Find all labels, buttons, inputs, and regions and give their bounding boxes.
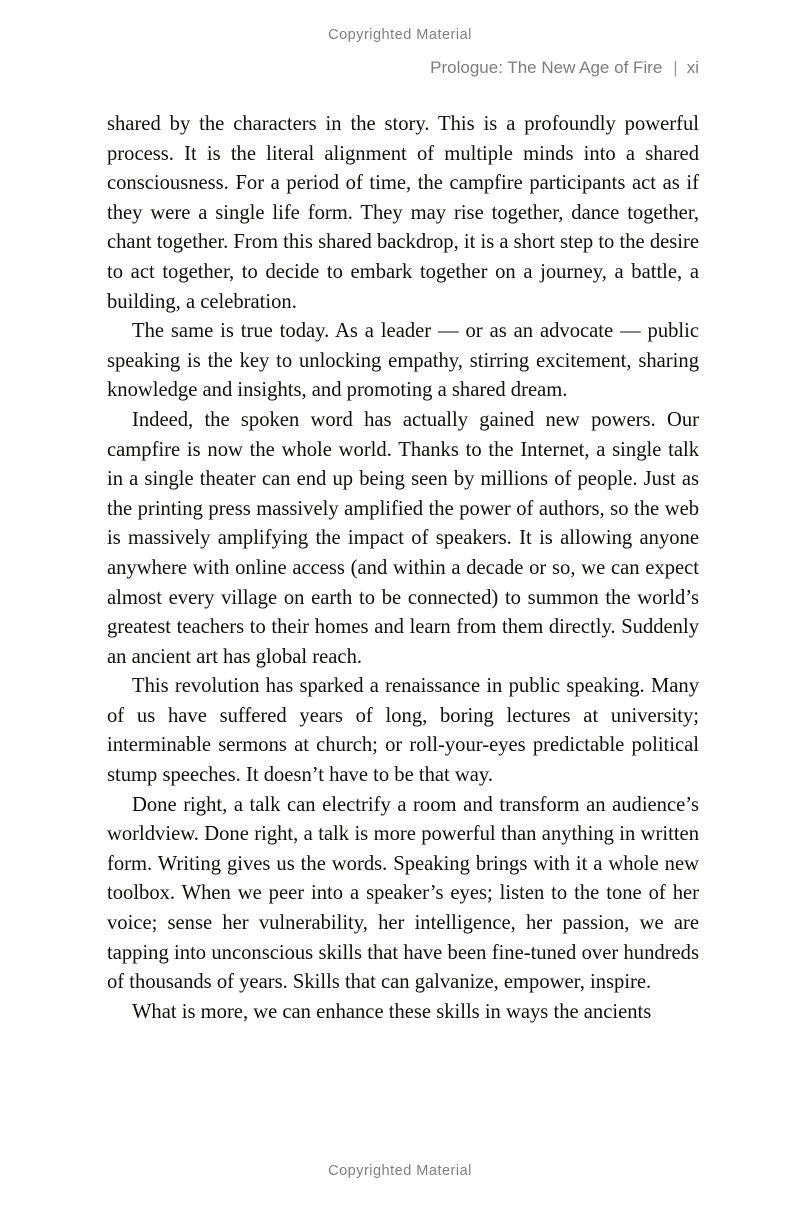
page-number: xi bbox=[686, 58, 699, 77]
paragraph-done-right-talk-electrify: Done right, a talk can electrify a room and transform an audience’s worldview. Done right, a talk is more powerful than anything in written form. Writing gives us the words. Speaking brings with it a whole new toolbox. When we peer into a speaker’s eyes; listen to the tone of her voice; sense her vulnerability, her intelligence, her passion, we are tapping into unconscious skills that have been fine-tuned over hundreds of thousands of years. Skills that can galvanize, empower, inspire. bbox=[107, 793, 699, 994]
running-head-separator: | bbox=[673, 58, 678, 77]
copyright-watermark-top: Copyrighted Material bbox=[328, 27, 472, 43]
running-head-title: Prologue: The New Age of Fire bbox=[430, 58, 663, 77]
paragraph-campfire-shared-consciousness: shared by the characters in the story. This is a profoundly powerful process. It is the literal alignment of multiple minds into a shared consciousness. For a period of time, the campfire participants act as if they were a single life form. They may rise together, dance together, chant together. From this shared backdrop, it is a short step to the desire to act together, to decide to embark together on a journey, a battle, a building, a celebration. bbox=[107, 113, 699, 313]
body-text-column bbox=[107, 110, 699, 1027]
paragraph-renaissance-public-speaking: This revolution has sparked a renaissance in public speaking. Many of us have suffered years of long, boring lectures at university; interminable sermons at church; or roll-your-eyes predictable political stump speeches. It doesn’t have to be that way. bbox=[107, 675, 699, 787]
paragraph-what-is-more-enhance-skills: What is more, we can enhance these skills in ways the ancients bbox=[132, 1000, 652, 1023]
paragraph-same-is-true-today: The same is true today. As a leader — or as an advocate — public speaking is the key to unlocking empathy, stirring excitement, sharing knowledge and insights, and promoting a shared dream. bbox=[107, 320, 699, 402]
paragraph-spoken-word-new-powers: Indeed, the spoken word has actually gained new powers. Our campfire is now the whole world. Thanks to the Internet, a single talk in a single theater can end up being seen by millions of people. Just as the printing press massively amplified the power of authors, so the web is massively amplifying the impact of speakers. It is allowing anyone anywhere with online access (and within a decade or so, we can expect almost every village on earth to be connected) to summon the world’s greatest teachers to their homes and learn from them directly. Suddenly an ancient art has global reach. bbox=[107, 408, 699, 668]
copyright-watermark-bottom: Copyrighted Material bbox=[328, 1163, 472, 1179]
running-head bbox=[107, 58, 699, 78]
